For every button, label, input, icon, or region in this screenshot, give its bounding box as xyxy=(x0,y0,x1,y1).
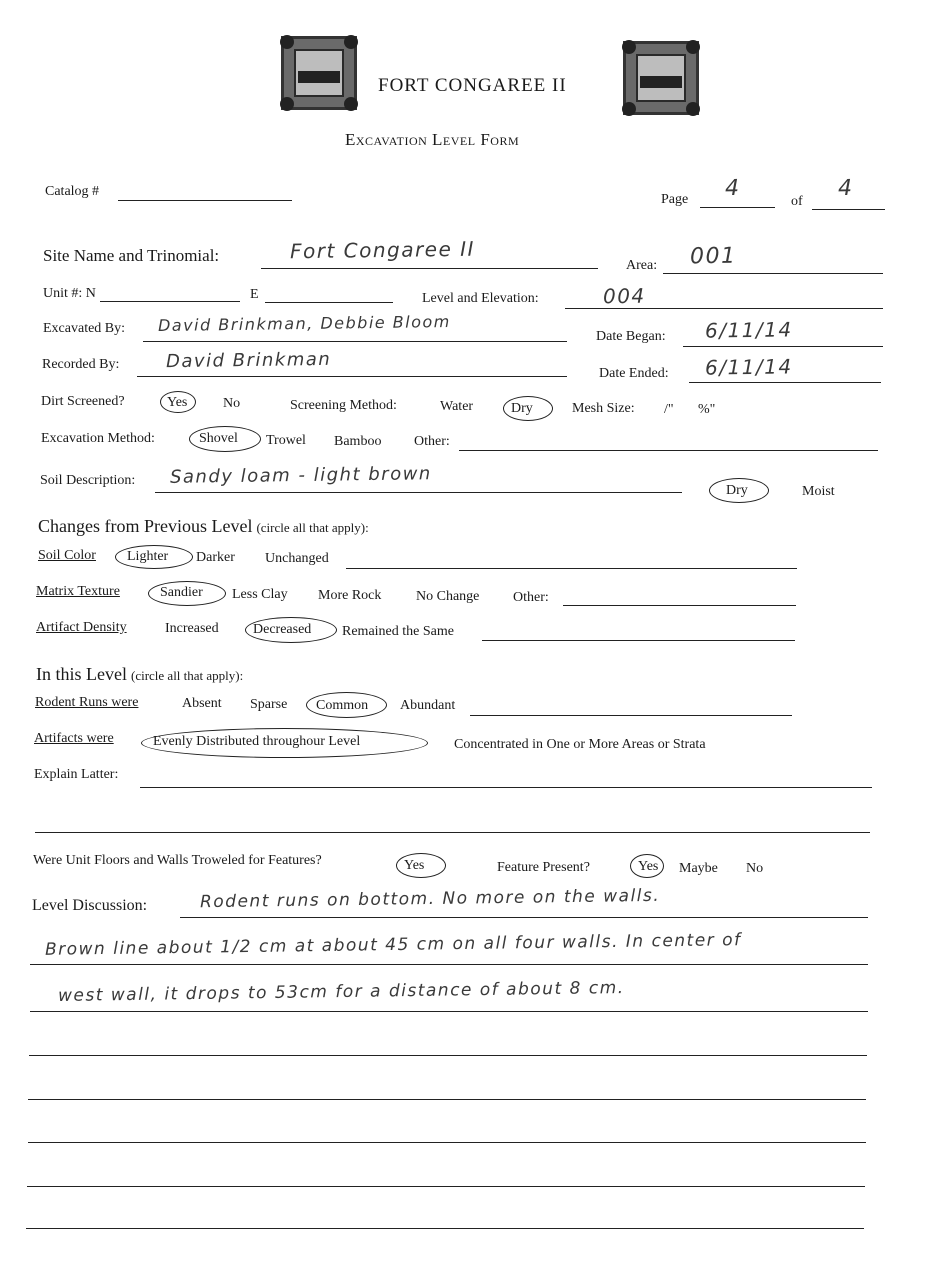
dirt-screened-label: Dirt Screened? xyxy=(41,394,125,409)
site-name-label: Site Name and Trinomial: xyxy=(43,246,220,265)
matrix-texture-label: Matrix Texture xyxy=(36,584,120,599)
dirt-screened-yes[interactable]: Yes xyxy=(167,395,188,410)
date-began-value: 6/11/14 xyxy=(704,317,793,343)
feature-no[interactable]: No xyxy=(746,861,764,876)
recorded-by-value: David Brinkman xyxy=(165,348,332,373)
mesh-size-label: Mesh Size: xyxy=(572,401,635,416)
soil-dry-circle xyxy=(709,478,769,503)
discussion-field-1[interactable] xyxy=(180,917,868,918)
discussion-field-5[interactable] xyxy=(28,1099,866,1100)
changes-heading-text: Changes from Previous Level xyxy=(38,516,253,536)
feature-present-label: Feature Present? xyxy=(497,860,590,875)
matrix-more-rock[interactable]: More Rock xyxy=(318,588,382,603)
density-remained[interactable]: Remained the Same xyxy=(342,624,454,639)
page-value: 4 xyxy=(724,175,741,202)
in-level-heading xyxy=(36,664,243,685)
discussion-line-1: Rodent runs on bottom. No more on the walls. xyxy=(199,885,661,913)
density-increased[interactable]: Increased xyxy=(165,621,219,636)
rodent-abundant[interactable]: Abundant xyxy=(400,698,456,713)
discussion-field-3[interactable] xyxy=(30,1011,868,1012)
matrix-other-label: Other: xyxy=(513,590,549,605)
in-level-note: (circle all that apply): xyxy=(130,668,244,683)
unit-n-field[interactable] xyxy=(100,301,240,302)
rodent-runs-label: Rodent Runs were xyxy=(35,695,139,710)
unit-n-label: Unit #: N xyxy=(43,286,96,301)
explain-field-1[interactable] xyxy=(140,787,872,788)
site-name-value: Fort Congaree II xyxy=(289,236,476,264)
artifacts-were-label: Artifacts were xyxy=(34,731,114,746)
soil-color-label: Soil Color xyxy=(38,548,96,563)
matrix-less-clay[interactable]: Less Clay xyxy=(232,587,288,602)
left-logo-seal xyxy=(281,36,357,110)
soil-description-field[interactable] xyxy=(155,492,682,493)
recorded-by-label: Recorded By: xyxy=(42,357,120,372)
matrix-sandier[interactable]: Sandier xyxy=(160,585,203,600)
discussion-field-4[interactable] xyxy=(29,1055,867,1056)
feature-yes[interactable]: Yes xyxy=(638,859,659,874)
rodent-sparse[interactable]: Sparse xyxy=(250,697,288,712)
changes-note: (circle all that apply): xyxy=(256,520,369,535)
excavated-by-value: David Brinkman, Debbie Bloom xyxy=(157,311,451,336)
explain-field-2[interactable] xyxy=(35,832,870,833)
page-of-label: of xyxy=(791,194,803,209)
rodent-common[interactable]: Common xyxy=(316,698,369,713)
level-label: Level and Elevation: xyxy=(422,291,539,306)
discussion-field-8[interactable] xyxy=(26,1228,864,1229)
screening-dry[interactable]: Dry xyxy=(511,401,533,416)
level-discussion-label: Level Discussion: xyxy=(32,897,148,914)
page-label: Page xyxy=(661,192,689,207)
area-value: 001 xyxy=(689,243,737,270)
date-began-label: Date Began: xyxy=(596,329,666,344)
discussion-line-2: Brown line about 1/2 cm at about 45 cm on all four walls. In center of xyxy=(44,930,742,960)
soil-moist[interactable]: Moist xyxy=(802,484,835,499)
method-trowel[interactable]: Trowel xyxy=(266,433,306,448)
soil-color-lighter-circle xyxy=(115,545,193,569)
dirt-screened-yes-circle xyxy=(160,391,196,413)
matrix-no-change[interactable]: No Change xyxy=(416,589,480,604)
troweled-yes-circle xyxy=(396,853,446,878)
method-shovel-circle xyxy=(189,426,261,452)
screening-dry-circle xyxy=(503,396,553,421)
page-total-field[interactable] xyxy=(812,209,885,210)
recorded-by-field[interactable] xyxy=(137,376,567,377)
density-decreased[interactable]: Decreased xyxy=(253,622,312,637)
in-level-heading-text: In this Level xyxy=(36,664,127,684)
soil-description-label: Soil Description: xyxy=(40,473,136,488)
excavated-by-label: Excavated By: xyxy=(43,321,126,336)
form-title: FORT CONGAREE II xyxy=(378,75,567,96)
mesh-size-a[interactable]: /" xyxy=(664,402,674,417)
method-other-field[interactable] xyxy=(459,450,878,451)
method-shovel[interactable]: Shovel xyxy=(199,431,238,446)
artifacts-evenly-circle xyxy=(141,728,428,758)
changes-heading xyxy=(38,516,369,537)
rodent-runs-field[interactable] xyxy=(470,715,792,716)
discussion-field-2[interactable] xyxy=(30,964,868,965)
date-ended-value: 6/11/14 xyxy=(704,354,793,380)
discussion-field-6[interactable] xyxy=(28,1142,866,1143)
discussion-field-7[interactable] xyxy=(27,1186,865,1187)
soil-description-value: Sandy loam - light brown xyxy=(169,463,432,488)
method-bamboo[interactable]: Bamboo xyxy=(334,434,382,449)
screening-water[interactable]: Water xyxy=(440,399,474,414)
troweled-label: Were Unit Floors and Walls Troweled for Features? xyxy=(33,853,322,868)
explain-latter-label: Explain Latter: xyxy=(34,767,119,782)
rodent-common-circle xyxy=(306,692,387,718)
level-value: 004 xyxy=(602,283,646,309)
page-field[interactable] xyxy=(700,207,775,208)
unit-e-field[interactable] xyxy=(265,302,393,303)
soil-color-darker[interactable]: Darker xyxy=(196,550,235,565)
soil-color-lighter[interactable]: Lighter xyxy=(127,549,169,564)
matrix-sandier-circle xyxy=(148,581,226,606)
discussion-line-3: west wall, it drops to 53cm for a distance of about 8 cm. xyxy=(57,978,625,1006)
form-subtitle: Excavation Level Form xyxy=(345,130,520,149)
troweled-yes[interactable]: Yes xyxy=(404,858,425,873)
feature-yes-circle xyxy=(630,854,664,878)
date-ended-field[interactable] xyxy=(689,382,881,383)
catalog-label: Catalog # xyxy=(45,184,100,199)
matrix-other-field[interactable] xyxy=(563,605,796,606)
soil-color-unchanged[interactable]: Unchanged xyxy=(265,551,329,566)
area-field[interactable] xyxy=(663,273,883,274)
screening-method-label: Screening Method: xyxy=(290,398,397,413)
soil-dry[interactable]: Dry xyxy=(726,483,748,498)
artifacts-evenly[interactable]: Evenly Distributed throughour Level xyxy=(153,734,361,749)
page-total-value: 4 xyxy=(837,175,854,202)
catalog-field[interactable] xyxy=(118,200,292,201)
dirt-screened-no[interactable]: No xyxy=(223,396,241,411)
site-name-field[interactable] xyxy=(261,268,598,269)
density-decreased-circle xyxy=(245,617,337,643)
date-began-field[interactable] xyxy=(683,346,883,347)
method-other-label: Other: xyxy=(414,434,450,449)
area-label: Area: xyxy=(626,258,658,273)
mesh-size-b[interactable]: %" xyxy=(698,402,716,417)
date-ended-label: Date Ended: xyxy=(599,366,669,381)
feature-maybe[interactable]: Maybe xyxy=(679,861,718,876)
right-logo-seal xyxy=(623,41,699,115)
unit-e-label: E xyxy=(250,287,259,302)
excavated-by-field[interactable] xyxy=(143,341,567,342)
soil-color-field[interactable] xyxy=(346,568,797,569)
artifacts-concentrated[interactable]: Concentrated in One or More Areas or Strata xyxy=(454,737,706,752)
rodent-absent[interactable]: Absent xyxy=(182,696,222,711)
density-field[interactable] xyxy=(482,640,795,641)
artifact-density-label: Artifact Density xyxy=(36,620,127,635)
excavation-method-label: Excavation Method: xyxy=(41,431,155,446)
